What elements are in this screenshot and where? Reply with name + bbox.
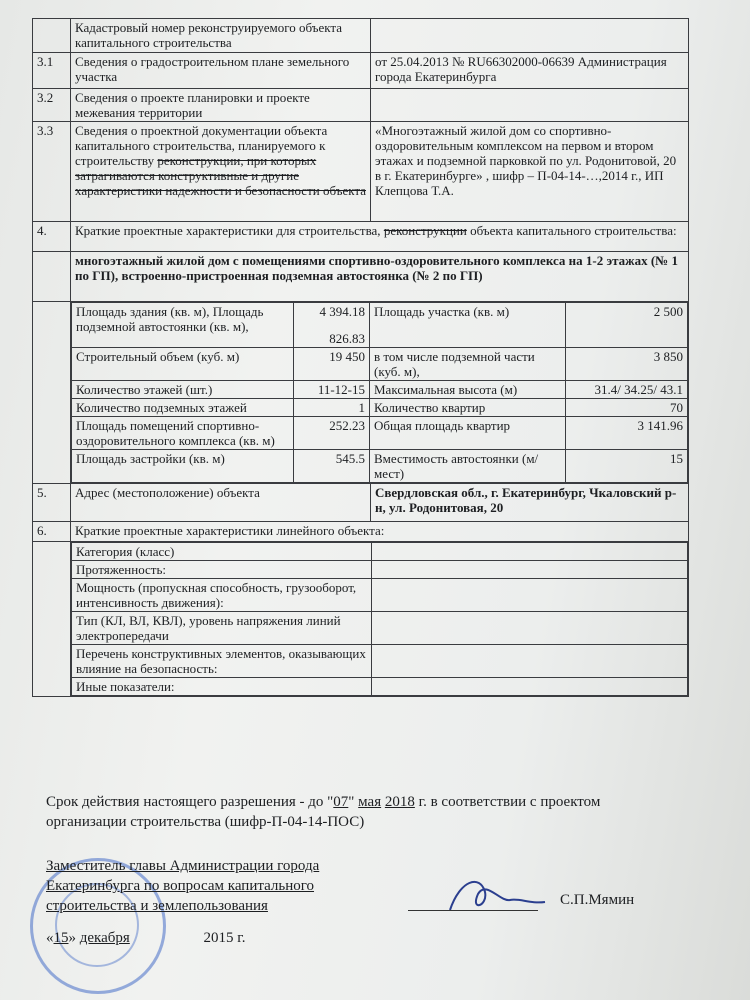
- characteristic-label-text: Строительный объем (куб. м): [76, 349, 240, 364]
- characteristic-value-text: 4 394.18: [319, 304, 365, 319]
- characteristic-label: [72, 381, 294, 399]
- signer-title: [46, 856, 319, 916]
- row-label: Сведения о проекте планировки и проекте межевания территории: [71, 89, 371, 122]
- characteristic-label-text: Площадь застройки (кв. м): [76, 451, 225, 466]
- characteristic-value-text: 11-12-15: [317, 382, 365, 397]
- signature: [440, 872, 550, 922]
- row-6: [33, 522, 689, 542]
- characteristic-label-text: в том числе подземной части (куб. м),: [374, 349, 535, 379]
- validity-month: мая: [358, 794, 382, 810]
- signer-title-line: Екатеринбурга по вопросам капитального: [46, 878, 315, 894]
- row-3-3: [33, 122, 689, 222]
- row-value: «Многоэтажный жилой дом со спортивно-оздоровительным комплексом на первом и втором этажах и подземной парковкой по ул. Родонитовой, 20 в г. Екатеринбурге» , шифр – П-04-14-…,2014 г., ИП Клепцова Т.А.: [371, 122, 689, 222]
- characteristic-label-text: Общая площадь квартир: [374, 418, 511, 433]
- characteristic-row: [72, 348, 688, 381]
- row-label: [71, 122, 371, 222]
- characteristic-value-text: 2 500: [653, 304, 683, 319]
- characteristic-label: [72, 417, 294, 450]
- linear-row: [72, 645, 688, 678]
- characteristic-value: [566, 303, 688, 348]
- row-label: Краткие проектные характеристики линейного объекта:: [71, 522, 689, 542]
- characteristic-value-text: 826.83: [329, 331, 365, 346]
- characteristic-label-text: Количество квартир: [374, 400, 486, 415]
- characteristic-value-text: 545.5: [335, 451, 365, 466]
- linear-label: Перечень конструктивных элементов, оказывающих влияние на безопасность:: [72, 645, 372, 678]
- validity-line: [46, 793, 600, 811]
- characteristic-label: [370, 381, 566, 399]
- characteristic-value-text: 19 450: [329, 349, 365, 364]
- characteristic-label: [370, 417, 566, 450]
- row-value: Свердловская обл., г. Екатеринбург, Чкаловский р-н, ул. Родонитовая, 20: [371, 484, 689, 522]
- characteristic-label-text: Количество подземных этажей: [76, 400, 247, 415]
- date-year: 2015 г.: [203, 930, 246, 946]
- date-month: декабря: [79, 930, 130, 946]
- characteristic-label-text: Площадь здания (кв. м), Площадь подземной автостоянки (кв. м),: [76, 304, 264, 334]
- sign-date: «15» декабря 2015 г.: [46, 930, 246, 946]
- characteristic-value-text: 15: [670, 451, 683, 466]
- characteristic-value-text: 1: [358, 400, 365, 415]
- characteristic-label: [370, 348, 566, 381]
- characteristic-row: [72, 303, 688, 348]
- row-4: [33, 222, 689, 252]
- label-part: объекта капитального строительства:: [470, 223, 677, 238]
- characteristic-label: [370, 450, 566, 483]
- characteristic-value: [566, 399, 688, 417]
- characteristic-label-text: Площадь участка (кв. м): [374, 304, 510, 319]
- row-number: 3.1: [33, 53, 71, 89]
- characteristic-row: [72, 450, 688, 483]
- linear-value: [372, 678, 688, 696]
- characteristics-table: [71, 302, 688, 483]
- characteristic-value-text: 3 141.96: [637, 418, 683, 433]
- label-part: Краткие проектные характеристики для строительства,: [75, 223, 381, 238]
- validity-line-2: организации строительства (шифр-П-04-14-ПОС): [46, 814, 365, 830]
- characteristic-value: [294, 381, 370, 399]
- row-label: Сведения о градостроительном плане земельного участка: [71, 53, 371, 89]
- characteristic-value-text: 252.23: [329, 418, 365, 433]
- cadastral-value: [371, 19, 689, 53]
- characteristic-value-text: 31.4/ 34.25/ 43.1: [594, 382, 683, 397]
- characteristic-label: [72, 303, 294, 348]
- linear-label: Тип (КЛ, ВЛ, КВЛ), уровень напряжения линий электропередачи: [72, 612, 372, 645]
- row-number: 6.: [33, 522, 71, 542]
- linear-table: [71, 542, 688, 696]
- characteristic-value: [566, 348, 688, 381]
- signer-title-line: строительства и землепользования: [46, 898, 268, 914]
- row-value: от 25.04.2013 № RU66302000-06639 Администрация города Екатеринбурга: [371, 53, 689, 89]
- characteristic-value: [566, 381, 688, 399]
- row-number: 5.: [33, 484, 71, 522]
- linear-label: Иные показатели:: [72, 678, 372, 696]
- linear-row: [72, 612, 688, 645]
- linear-label: Категория (класс): [72, 543, 372, 561]
- linear-row: [72, 579, 688, 612]
- linear-value: [372, 579, 688, 612]
- linear-row: [72, 543, 688, 561]
- linear-value: [372, 612, 688, 645]
- characteristic-value-text: 3 850: [653, 349, 683, 364]
- row-number: 4.: [33, 222, 71, 252]
- signer-title-line: Заместитель главы Администрации города: [46, 858, 320, 874]
- linear-value: [372, 543, 688, 561]
- row-value: [371, 89, 689, 122]
- characteristic-row: [72, 399, 688, 417]
- characteristic-value: [294, 303, 370, 348]
- signer-name: С.П.Мямин: [560, 892, 635, 908]
- linear-row: [72, 678, 688, 696]
- row-number: 3.2: [33, 89, 71, 122]
- characteristic-label: [370, 399, 566, 417]
- characteristic-row: [72, 381, 688, 399]
- linear-label: Мощность (пропускная способность, грузооборот, интенсивность движения):: [72, 579, 372, 612]
- cadastral-label: Кадастровый номер реконструируемого объекта капитального строительства: [71, 19, 371, 53]
- row-label: [71, 222, 689, 252]
- row-number: 3.3: [33, 122, 71, 222]
- characteristic-label-text: Количество этажей (шт.): [76, 382, 213, 397]
- object-name: многоэтажный жилой дом с помещениями спортивно-оздоровительного комплекса на 1-2 этажах (№ 1 по ГП), встроенно-пристроенная подземная автостоянка (№ 2 по ГП): [71, 252, 689, 302]
- validity-text: г. в соответствии с проектом: [414, 794, 601, 810]
- row-3-1: [33, 53, 689, 89]
- characteristic-value: [566, 450, 688, 483]
- characteristic-value-text: 70: [670, 400, 683, 415]
- validity-text: Срок действия настоящего разрешения - до ": [46, 794, 334, 810]
- row-object-name: [33, 252, 689, 302]
- date-day: 15: [53, 930, 69, 946]
- permit-table: [32, 18, 689, 697]
- struck-text: реконструкции, при которых затрагиваются конструктивные и другие характеристики надежности и безопасности объекта: [75, 153, 366, 198]
- validity-year: 2018: [384, 794, 415, 810]
- characteristic-value: [566, 417, 688, 450]
- row-cadastral: [33, 19, 689, 53]
- characteristic-label: [370, 303, 566, 348]
- characteristic-value: [294, 417, 370, 450]
- characteristic-label: [72, 399, 294, 417]
- characteristic-label-text: Площадь помещений спортивно-оздоровительного комплекса (кв. м): [76, 418, 275, 448]
- characteristic-value: [294, 450, 370, 483]
- characteristic-value: [294, 399, 370, 417]
- row-5: [33, 484, 689, 522]
- signature-line: [408, 910, 538, 911]
- characteristic-label: [72, 450, 294, 483]
- row-label: Адрес (местоположение) объекта: [71, 484, 371, 522]
- row-label-text: Сведения о проектной документации объекта капитального строительства, планируемого к строительству: [75, 123, 328, 168]
- characteristic-row: [72, 417, 688, 450]
- linear-value: [372, 645, 688, 678]
- linear-value: [372, 561, 688, 579]
- characteristic-value: [294, 348, 370, 381]
- struck-text: реконструкции: [383, 223, 467, 238]
- linear-row: [72, 561, 688, 579]
- characteristic-label-text: Вместимость автостоянки (м/мест): [374, 451, 539, 481]
- validity-day: 07: [333, 794, 349, 810]
- characteristic-label: [72, 348, 294, 381]
- validity-text: ": [348, 794, 355, 810]
- row-3-2: [33, 89, 689, 122]
- linear-label: Протяженность:: [72, 561, 372, 579]
- characteristic-label-text: Максимальная высота (м): [374, 382, 518, 397]
